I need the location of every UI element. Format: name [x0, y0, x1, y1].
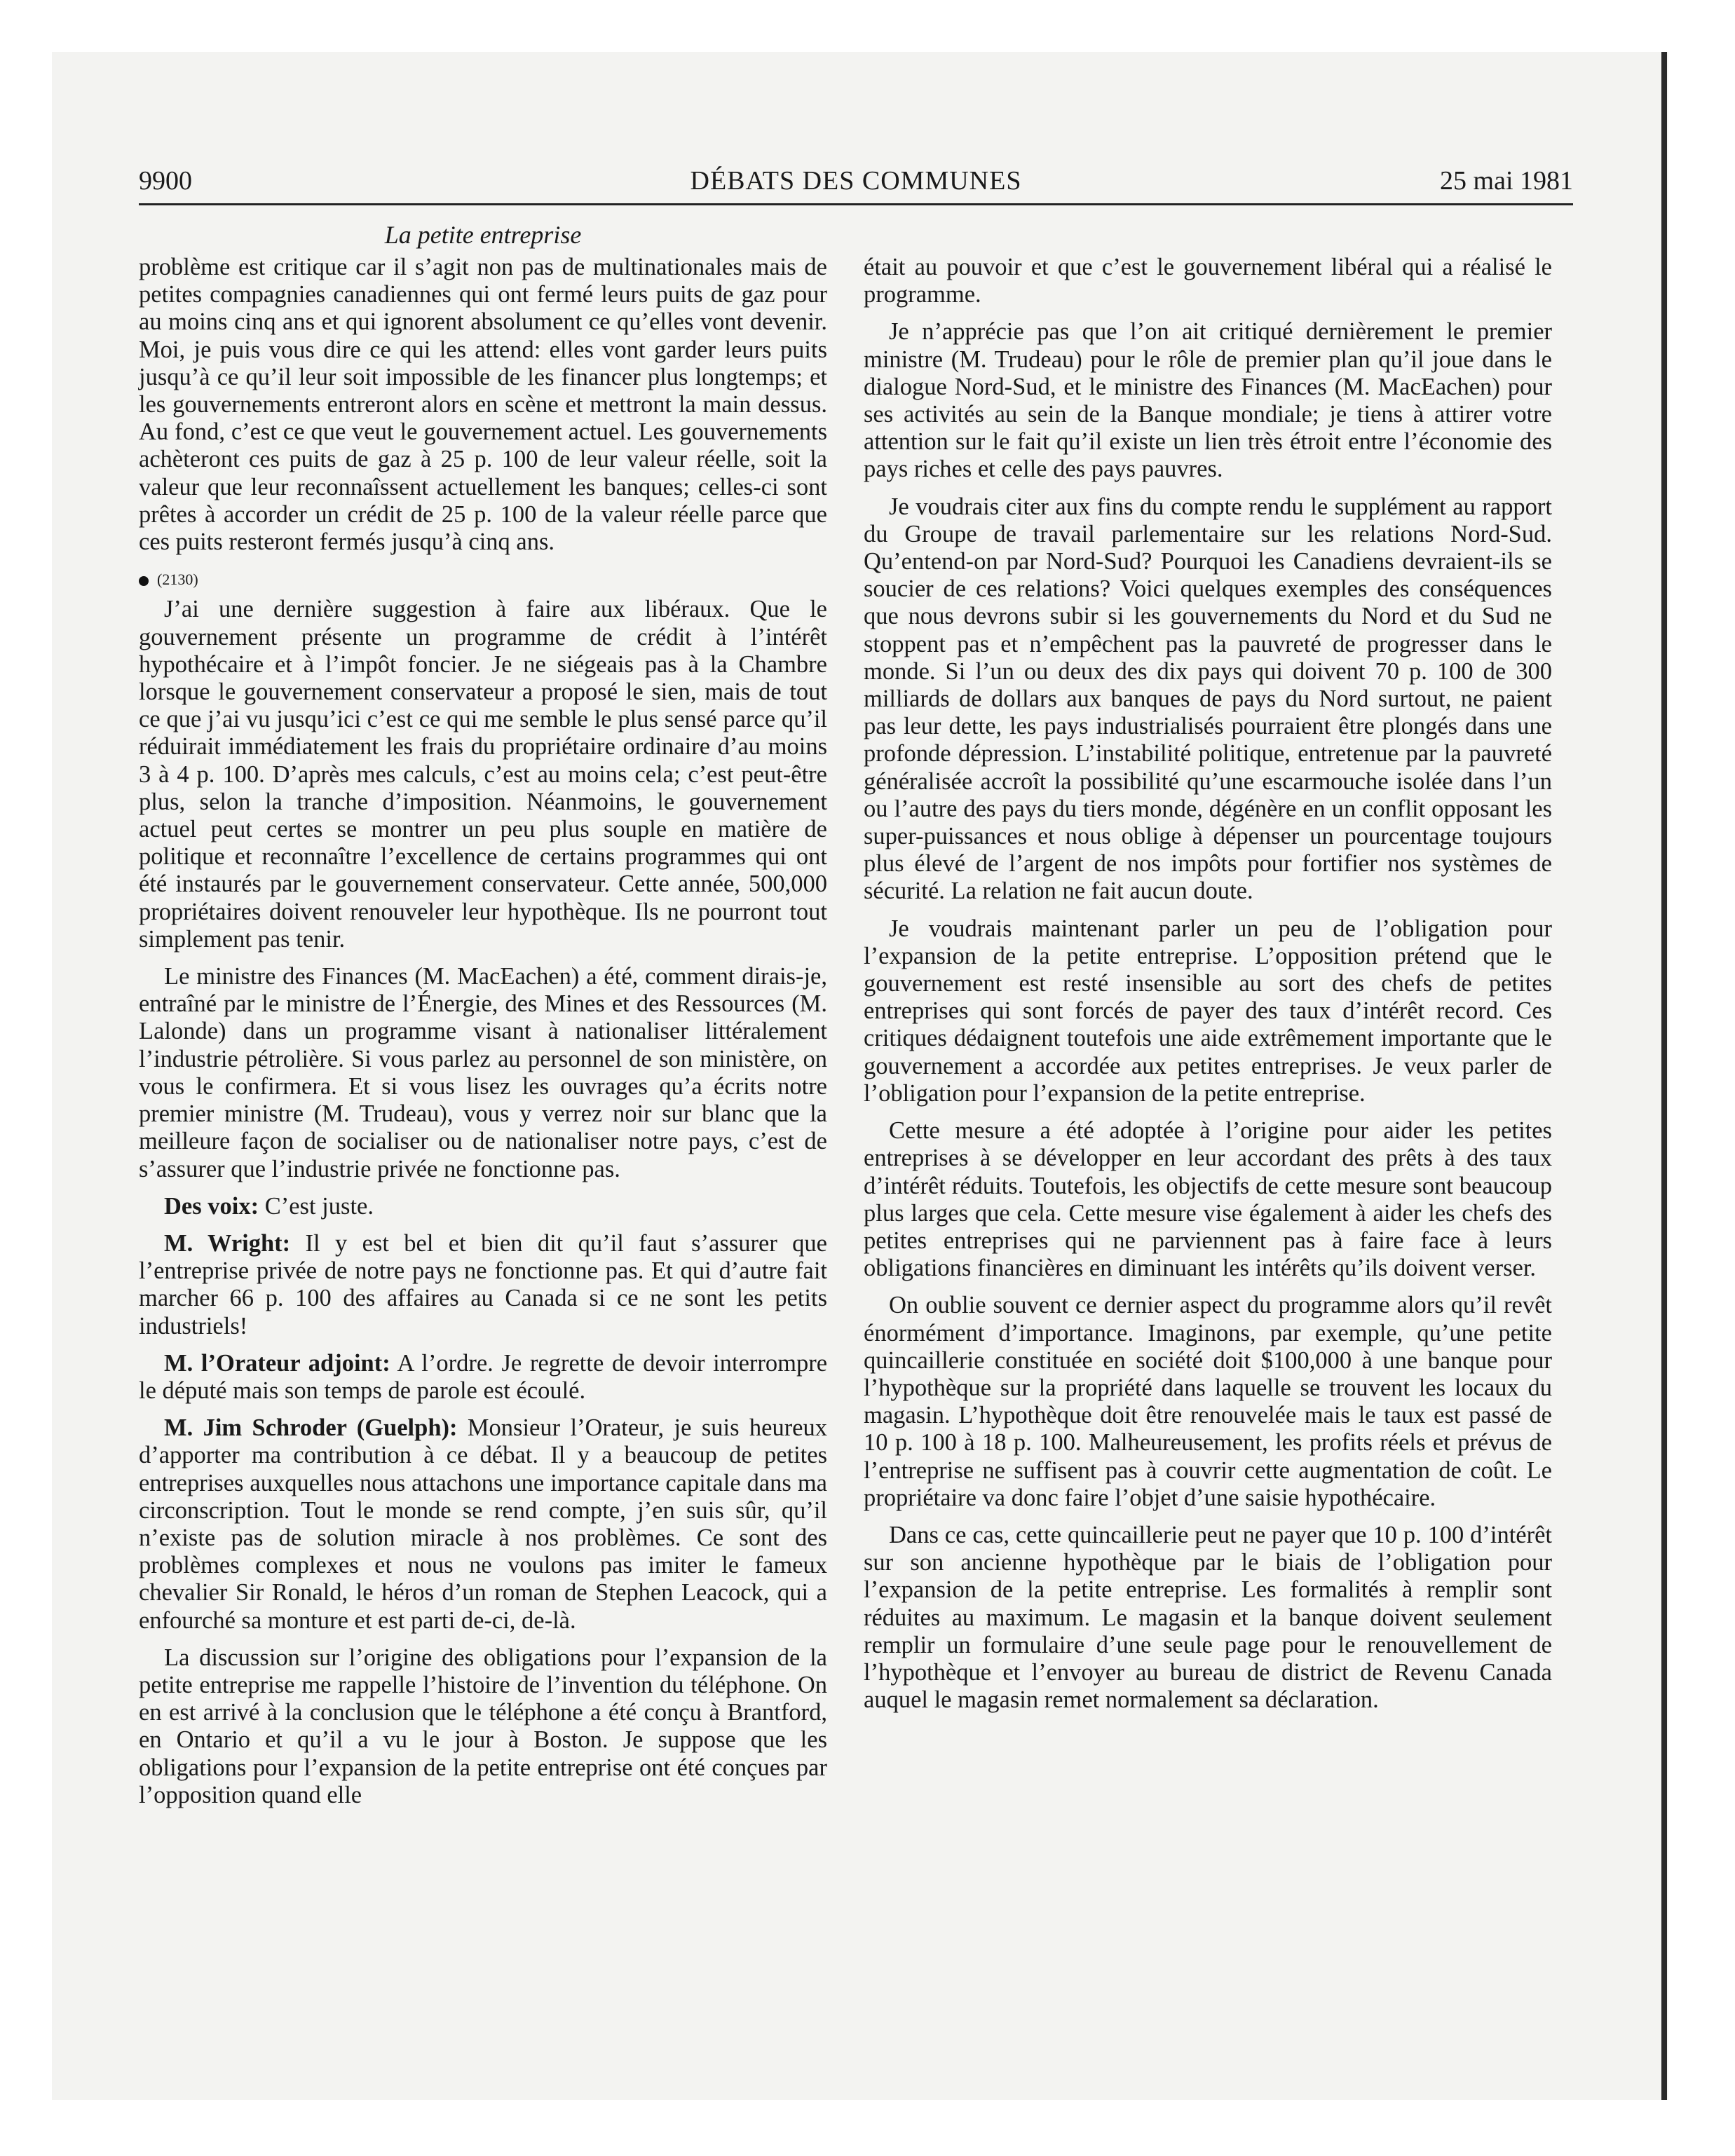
time-marker-label: (2130) — [157, 571, 198, 589]
speech-text: C’est juste. — [259, 1192, 374, 1220]
speaker-paragraph — [139, 1193, 827, 1220]
paragraph: Dans ce cas, cette quincaillerie peut ne payer que 10 p. 100 d’intérêt sur son ancienne hypothèque par le biais de l’obligation pour l’expansion de la petite entreprise. Les formalités à remplir sont réduites au maximum. Le magasin et la banque doivent seulement remplir un formulaire d’une seule page pour le renouvellement de l’hypothèque et l’envoyer au bureau de district de Revenu Canada auquel le magasin remet normalement sa déclaration. — [864, 1521, 1552, 1714]
paragraph: Cette mesure a été adoptée à l’origine pour aider les petites entreprises à se développer en leur accordant des prêts à des taux d’intérêt réduits. Toutefois, les objectifs de cette mesure sont beaucoup plus larges que cela. Cette mesure vise également à aider les chefs des petites entreprises qui ne parviennent pas à faire face à leurs obligations financières en diminuant les intérêts qu’ils doivent verser. — [864, 1117, 1552, 1282]
section-title: La petite entreprise — [384, 221, 582, 249]
page-header — [139, 163, 1573, 205]
right-column — [864, 254, 1552, 1724]
page-edge-shadow — [1661, 52, 1667, 2100]
page-date: 25 mai 1981 — [1440, 166, 1573, 196]
time-marker — [139, 566, 827, 593]
publication-title: DÉBATS DES COMMUNES — [690, 166, 1022, 196]
speaker-paragraph — [139, 1414, 827, 1635]
paragraph: problème est critique car il s’agit non pas de multinationales mais de petites compagnies canadiennes qui ont fermé leurs puits de gaz pour au moins cinq ans et qui ignorent absolument ce qu’elles vont devenir. Moi, je puis vous dire ce qui les attend: elles vont garder leurs puits jusqu’à ce qu’il leur soit impossible de les financer plus longtemps; et les gouvernements entreront alors en scène et mettront la main dessus. Au fond, c’est ce que veut le gouvernement actuel. Les gouvernements achèteront ces puits de gaz à 25 p. 100 de leur valeur réelle, soit la valeur que leur reconnaîssent actuellement les banques; celles-ci sont prêtes à accorder un crédit de 25 p. 100 de la valeur réelle parce que ces puits resteront fermés jusqu’à cinq ans. — [139, 254, 827, 556]
paragraph: était au pouvoir et que c’est le gouvernement libéral qui a réalisé le programme. — [864, 254, 1552, 308]
left-column — [139, 254, 827, 1819]
paragraph: Le ministre des Finances (M. MacEachen) a été, comment dirais-je, entraîné par le ministre de l’Énergie, des Mines et des Ressources (M. Lalonde) dans un programme visant à nationaliser littéralement l’industrie pétrolière. Si vous parlez au personnel de son ministère, on vous le confirmera. Et si vous lisez les ouvrages qu’a écrits notre premier ministre (M. Trudeau), vous y verrez noir sur blanc que la meilleure façon de socialiser ou de nationaliser notre pays, c’est de s’assurer que l’industrie privée ne fonctionne pas. — [139, 963, 827, 1182]
speaker-name: Des voix: — [164, 1192, 259, 1220]
paragraph: La discussion sur l’origine des obligations pour l’expansion de la petite entreprise me rappelle l’histoire de l’invention du téléphone. On en est arrivé à la conclusion que le téléphone a été conçu à Brantford, en Ontario et qu’il a vu le jour à Boston. Je suppose que les obligations pour l’expansion de la petite entreprise ont été conçues par l’opposition quand elle — [139, 1644, 827, 1808]
speech-text: Il y est bel et bien dit qu’il faut s’assurer que l’entreprise privée de notre pays ne fonctionne pas. Et qui d’autre fait marcher 66 p. 100 des affaires au Canada si ce ne sont les petits industriels! — [139, 1229, 827, 1339]
speaker-name: M. Wright: — [164, 1229, 291, 1257]
page-number: 9900 — [139, 166, 192, 196]
speech-text: A l’ordre. Je regrette de devoir interrompre le député mais son temps de parole est écoulé. — [139, 1349, 828, 1404]
speaker-paragraph — [139, 1230, 827, 1340]
speech-text: Monsieur l’Orateur, je suis heureux d’apporter ma contribution à ce débat. Il y a beaucoup de petites entreprises auxquelles nous attachons une importance capitale dans ma circonscription. Tout le monde se rend compte, j’en suis sûr, qu’il n’existe pas de solution miracle à nos problèmes. Ce sont des problèmes complexes et nous ne voulons pas imiter le fameux chevalier Sir Ronald, le héros d’un roman de Stephen Leacock, qui a enfourché sa monture et est parti de-ci, de-là. — [139, 1414, 827, 1634]
speaker-name: M. Jim Schroder (Guelph): — [164, 1414, 458, 1442]
speaker-name: M. l’Orateur adjoint: — [164, 1349, 390, 1377]
speaker-paragraph — [139, 1350, 827, 1405]
paragraph: Je voudrais citer aux fins du compte rendu le supplément au rapport du Groupe de travail parlementaire sur les relations Nord-Sud. Qu’entend-on par Nord-Sud? Pourquoi les Canadiens devraient-ils se soucier de ces relations? Voici quelques exemples des conséquences que nous devrons subir si les gouvernements du Nord et du Sud ne stoppent pas et n’empêchent pas la pauvreté de progresser dans le monde. Si l’un ou deux des dix pays qui doivent 70 p. 100 de 300 milliards de dollars aux banques de pays du Nord surtout, ne paient pas leur dette, les pays industrialisés pourraient être plongés dans une profonde dépression. L’instabilité politique, entretenue par la pauvreté généralisée accroît la possibilité qu’une escarmouche isolée dans l’un ou l’autre des pays du tiers monde, dégénère en un conflit opposant les super-puissances et nous oblige à dépenser un pourcentage toujours plus élevé de l’argent de nos impôts pour fortifier nos systèmes de sécurité. La relation ne fait aucun doute. — [864, 493, 1552, 905]
paragraph: Je voudrais maintenant parler un peu de l’obligation pour l’expansion de la petite entreprise. L’opposition prétend que le gouvernement est resté insensible au sort des chefs de petites entreprises qui sont forcés de payer des taux d’intérêt record. Ces critiques dédaignent toutefois une aide extrêmement importante que le gouvernement a accordée aux petites entreprises. Je veux parler de l’obligation pour l’expansion de la petite entreprise. — [864, 915, 1552, 1107]
paragraph: Je n’apprécie pas que l’on ait critiqué dernièrement le premier ministre (M. Trudeau) pour le rôle de premier plan qu’il joue dans le dialogue Nord-Sud, et le ministre des Finances (M. MacEachen) pour ses activités au sein de la Banque mondiale; je tiens à attirer votre attention sur le fait qu’il existe un lien très étroit entre l’économie des pays riches et celle des pays pauvres. — [864, 318, 1552, 483]
paragraph: J’ai une dernière suggestion à faire aux libéraux. Que le gouvernement présente un programme de crédit à l’intérêt hypothécaire et à l’impôt foncier. Je ne siégeais pas à la Chambre lorsque le gouvernement conservateur a proposé le sien, mais de tout ce que j’ai vu jusqu’ici c’est ce qui me semble le plus sensé parce qu’il réduirait immédiatement les frais du propriétaire ordinaire d’au moins 3 à 4 p. 100. D’après mes calculs, c’est au moins cela; c’est peut-être plus, selon la tranche d’imposition. Néanmoins, le gouvernement actuel peut certes se montrer un peu plus souple en matière de politique et reconnaître l’excellence de certains programmes qui ont été instaurés par le gouvernement conservateur. Cette année, 500,000 propriétaires doivent renouveler leur hypothèque. Ils ne pourront tout simplement pas tenir. — [139, 596, 827, 953]
paragraph: On oublie souvent ce dernier aspect du programme alors qu’il revêt énormément d’importance. Imaginons, par exemple, qu’une petite quincaillerie constituée en société doit $100,000 à une banque pour l’hypothèque sur la propriété dans laquelle se trouvent les locaux du magasin. L’hypothèque doit être renouvelée mais le taux est passé de 10 p. 100 à 18 p. 100. Malheureusement, les profits réels et prévus de l’entreprise ne suffisent pas à couvrir cette augmentation de coût. Le propriétaire va donc faire l’objet d’une saisie hypothécaire. — [864, 1292, 1552, 1511]
bullet-dot-icon — [139, 576, 149, 586]
